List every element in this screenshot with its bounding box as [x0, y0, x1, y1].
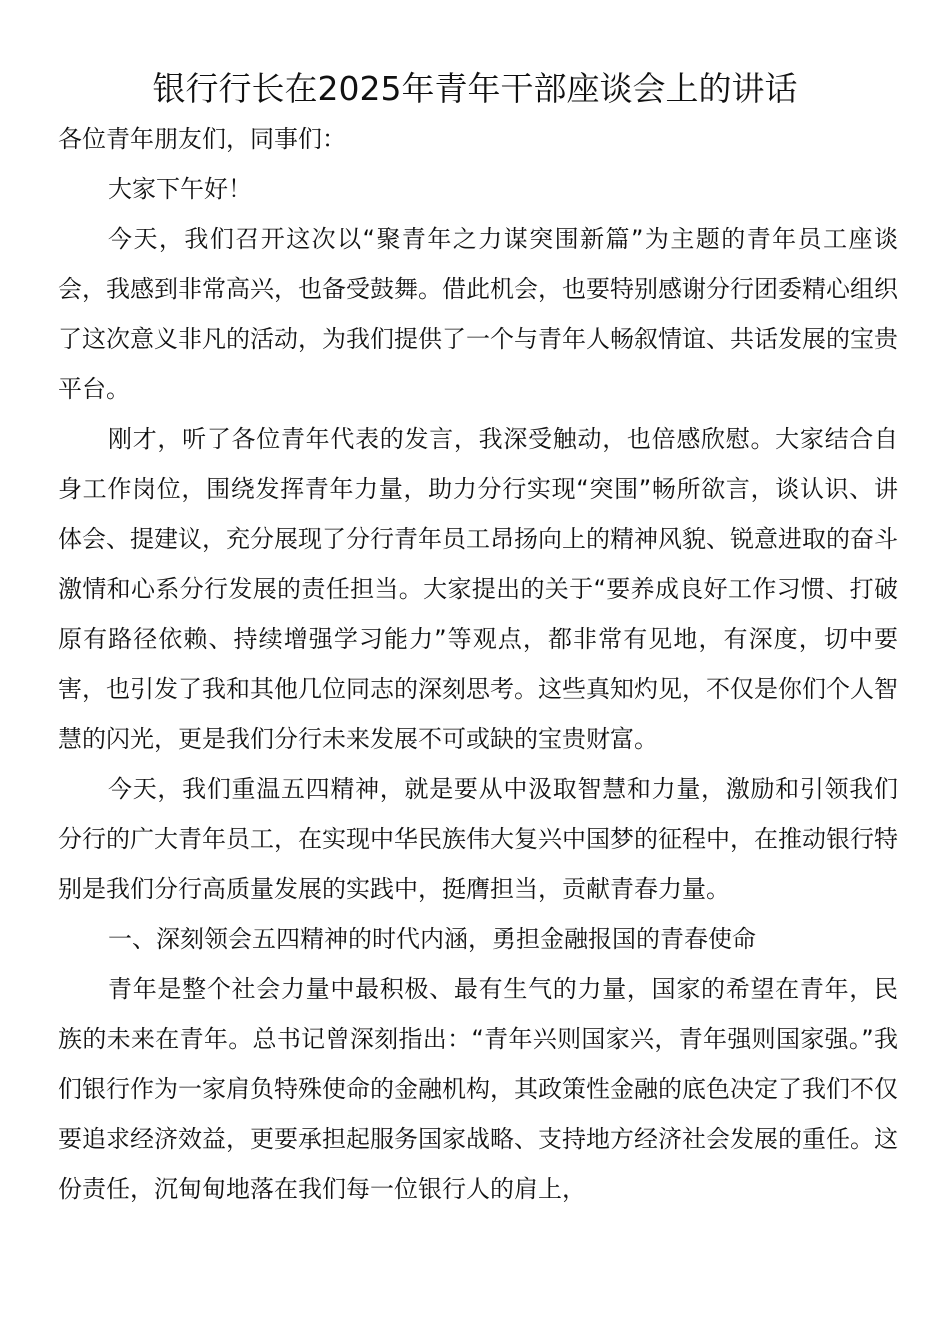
- paragraph-may-fourth: 今天，我们重温五四精神，就是要从中汲取智慧和力量，激励和引领我们分行的广大青年员工，在实现中华民族伟大复兴中国梦的征程中，在推动银行特别是我们分行高质量发展的实践中，挺膺担当，贡献青春力量。: [58, 775, 898, 903]
- paragraph-feedback: 刚才，听了各位青年代表的发言，我深受触动，也倍感欣慰。大家结合自身工作岗位，围绕发挥青年力量，助力分行实现“突围”畅所欲言，谈认识、讲体会、提建议，充分展现了分行青年员工昂扬向上的精神风貌、锐意进取的奋斗激情和心系分行发展的责任担当。大家提出的关于“要养成良好工作习惯、打破原有路径依赖、持续增强学习能力”等观点，都非常有见地，有深度，切中要害，也引发了我和其他几位同志的深刻思考。这些真知灼见，不仅是你们个人智慧的闪光，更是我们分行未来发展不可或缺的宝贵财富。: [58, 425, 898, 753]
- paragraph-youth: 青年是整个社会力量中最积极、最有生气的力量，国家的希望在青年，民族的未来在青年。总书记曾深刻指出：“青年兴则国家兴，青年强则国家强。”我们银行作为一家肩负特殊使命的金融机构，其政策性金融的底色决定了我们不仅要追求经济效益，更要承担起服务国家战略、支持地方经济社会发展的重任。这份责任，沉甸甸地落在我们每一位银行人的肩上，: [58, 975, 898, 1203]
- greeting: 大家下午好！: [108, 175, 252, 203]
- document-title: 银行行长在2025年青年干部座谈会上的讲话: [152, 69, 798, 108]
- salutation: 各位青年朋友们，同事们：: [58, 125, 346, 153]
- document-body: [58, 114, 898, 1214]
- paragraph-opening: 今天，我们召开这次以“聚青年之力谋突围新篇”为主题的青年员工座谈会，我感到非常高兴，也备受鼓舞。借此机会，也要特别感谢分行团委精心组织了这次意义非凡的活动，为我们提供了一个与青年人畅叙情谊、共话发展的宝贵平台。: [58, 225, 898, 403]
- section-heading: 一、深刻领会五四精神的时代内涵，勇担金融报国的青春使命: [108, 925, 756, 953]
